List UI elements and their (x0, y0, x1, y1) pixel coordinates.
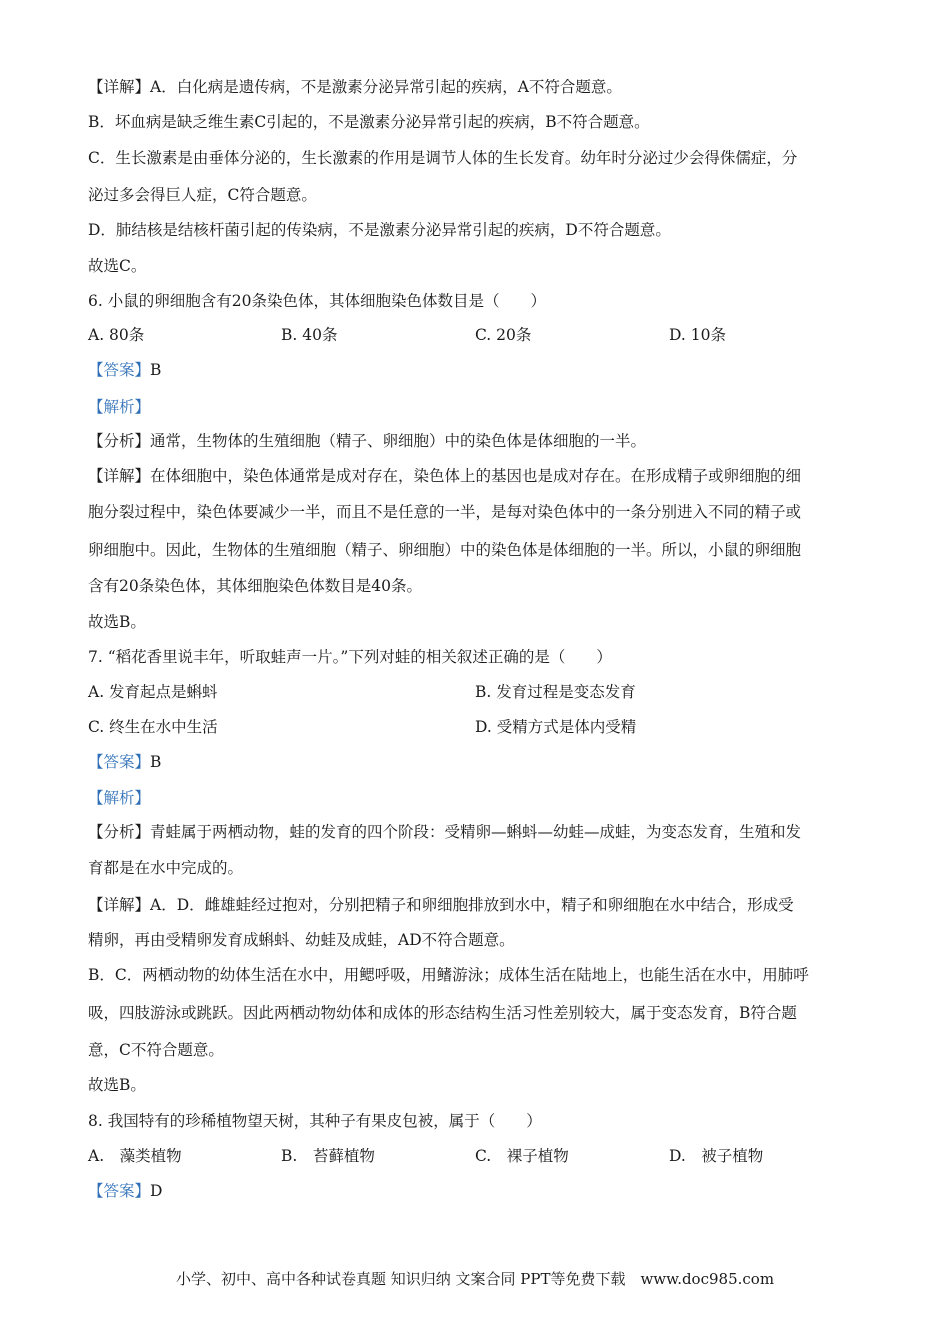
q7-fenxi-1 (88, 821, 868, 843)
q6-answer (88, 359, 868, 381)
q8-answer-value: D (150, 1182, 163, 1200)
q5-detail-a (88, 76, 868, 98)
q7-fenxi-1-text: 青蛙属于两栖动物，蛙的发育的四个阶段：受精卵—蝌蚪—幼蛙—成蛙，为变态发育，生殖和发 (150, 823, 802, 841)
q7-analysis-heading (88, 787, 868, 809)
detail-tag: 【详解】 (88, 467, 151, 485)
q8-option-d: D. 被子植物 (669, 1147, 764, 1165)
q6-fenxi-text: 通常，生物体的生殖细胞（精子、卵细胞）中的染色体是体细胞的一半。 (150, 432, 647, 450)
q5-detail-d: D．肺结核是结核杆菌引起的传染病，不是激素分泌异常引起的疾病，D不符合题意。 (88, 221, 671, 239)
q8-answer (88, 1180, 868, 1202)
q6-detail-1-text: 在体细胞中，染色体通常是成对存在，染色体上的基因也是成对存在。在形成精子或卵细胞的细 (150, 467, 802, 485)
q5-detail-b: B．坏血病是缺乏维生素C引起的，不是激素分泌异常引起的疾病，B不符合题意。 (88, 113, 650, 131)
fenxi-tag: 【分析】 (88, 823, 151, 841)
answer-tag: 【答案】 (88, 361, 151, 379)
q6-option-c: C. 20条 (475, 326, 532, 344)
q7-detail-1-text: A．D．雌雄蛙经过抱对，分别把精子和卵细胞排放到水中，精子和卵细胞在水中结合，形成受 (150, 896, 794, 914)
answer-tag: 【答案】 (88, 753, 151, 771)
q7-option-c: C. 终生在水中生活 (88, 718, 218, 736)
q6-analysis-heading (88, 396, 868, 418)
q7-detail-2: 精卵，再由受精卵发育成蝌蚪、幼蛙及成蛙，AD不符合题意。 (88, 931, 515, 949)
q7-fenxi-2: 育都是在水中完成的。 (88, 859, 244, 877)
answer-tag: 【答案】 (88, 1182, 151, 1200)
detail-tag: 【详解】 (88, 78, 151, 96)
q5-detail-a-text: A．白化病是遗传病，不是激素分泌异常引起的疾病，A不符合题意。 (150, 78, 622, 96)
q8-option-a: A. 藻类植物 (88, 1147, 182, 1165)
q6-detail-4: 含有20条染色体，其体细胞染色体数目是40条。 (88, 577, 422, 595)
q8-stem: 8. 我国特有的珍稀植物望天树，其种子有果皮包被，属于（ ） (88, 1112, 542, 1130)
q7-option-a: A. 发育起点是蝌蚪 (88, 683, 218, 701)
q7-detail-4: 吸，四肢游泳或跳跃。因此两栖动物幼体和成体的形态结构生活习性差别较大，属于变态发育，B符合题 (88, 1004, 797, 1022)
q6-answer-value: B (150, 361, 162, 379)
analysis-tag: 【解析】 (88, 398, 151, 416)
q8-option-c: C. 裸子植物 (475, 1147, 569, 1165)
analysis-tag: 【解析】 (88, 789, 151, 807)
q6-detail-2: 胞分裂过程中，染色体要减少一半，而且不是任意的一半，是每对染色体中的一条分别进入不同的精子或 (88, 503, 802, 521)
page-footer: 小学、初中、高中各种试卷真题 知识归纳 文案合同 PPT等免费下载 www.doc985.com (175, 1270, 775, 1288)
q6-detail-1 (88, 465, 868, 487)
q7-answer (88, 751, 868, 773)
q6-option-d: D. 10条 (669, 326, 726, 344)
q8-option-b: B. 苔藓植物 (281, 1147, 375, 1165)
fenxi-tag: 【分析】 (88, 432, 151, 450)
q7-option-b: B. 发育过程是变态发育 (475, 683, 636, 701)
q6-option-b: B. 40条 (281, 326, 338, 344)
q6-fenxi (88, 430, 868, 452)
q6-stem: 6. 小鼠的卵细胞含有20条染色体，其体细胞染色体数目是（ ） (88, 292, 546, 310)
q7-choose: 故选B。 (88, 1076, 146, 1094)
q6-option-a: A. 80条 (88, 326, 145, 344)
q7-detail-3: B．C．两栖动物的幼体生活在水中，用鳃呼吸，用鳍游泳；成体生活在陆地上，也能生活在水中，用肺呼 (88, 966, 809, 984)
q7-stem: 7. “稻花香里说丰年，听取蛙声一片。”下列对蛙的相关叙述正确的是（ ） (88, 648, 612, 666)
q6-choose: 故选B。 (88, 613, 146, 631)
q7-answer-value: B (150, 753, 162, 771)
q6-detail-3: 卵细胞中。因此，生物体的生殖细胞（精子、卵细胞）中的染色体是体细胞的一半。所以，小鼠的卵细胞 (88, 541, 802, 559)
q5-detail-c2: 泌过多会得巨人症，C符合题意。 (88, 186, 317, 204)
q7-detail-1 (88, 894, 868, 916)
q7-option-d: D. 受精方式是体内受精 (475, 718, 637, 736)
q5-choose: 故选C。 (88, 257, 147, 275)
q7-detail-5: 意，C不符合题意。 (88, 1041, 224, 1059)
detail-tag: 【详解】 (88, 896, 151, 914)
q5-detail-c1: C．生长激素是由垂体分泌的，生长激素的作用是调节人体的生长发育。幼年时分泌过少会得侏儒症，分 (88, 149, 798, 167)
